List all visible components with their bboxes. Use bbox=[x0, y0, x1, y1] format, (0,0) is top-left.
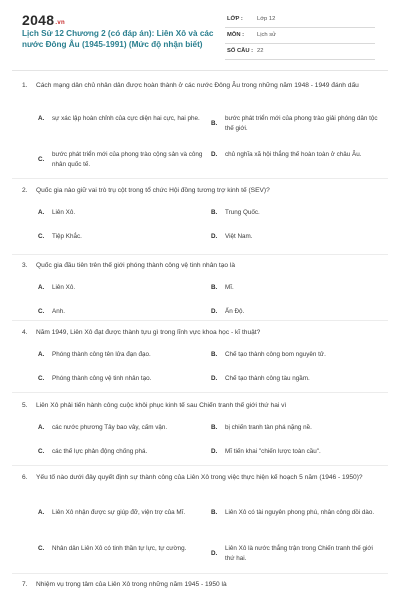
option-text: Mĩ. bbox=[225, 284, 234, 291]
option-text: Mĩ tiến khai "chiến lược toàn cầu". bbox=[225, 448, 321, 455]
option-a[interactable] bbox=[38, 114, 206, 124]
question-divider bbox=[12, 178, 388, 179]
question-1 bbox=[22, 81, 382, 91]
option-a[interactable] bbox=[38, 350, 206, 360]
option-d[interactable] bbox=[211, 544, 381, 563]
option-letter: D. bbox=[211, 549, 218, 557]
option-a[interactable] bbox=[38, 283, 206, 293]
meta-key: SỐ CÂU : bbox=[227, 48, 254, 54]
question-number: 4. bbox=[22, 329, 28, 336]
option-text: Chế tạo thành công tàu ngầm. bbox=[225, 375, 310, 382]
option-b[interactable] bbox=[211, 423, 381, 433]
option-text: Phóng thành công vệ tinh nhân tạo. bbox=[52, 375, 152, 382]
question-divider bbox=[12, 254, 388, 255]
question-divider bbox=[12, 465, 388, 466]
question-number: 7. bbox=[22, 581, 28, 588]
question-number: 2. bbox=[22, 187, 28, 194]
meta-value: Lịch sử bbox=[257, 32, 277, 38]
option-d[interactable] bbox=[211, 307, 381, 317]
option-text: Nhân dân Liên Xô có tinh thần tự lực, tự cường. bbox=[52, 545, 187, 552]
option-c[interactable] bbox=[38, 307, 206, 317]
option-d[interactable] bbox=[211, 150, 381, 160]
meta-key: LỚP : bbox=[227, 16, 243, 22]
option-text: sự xác lập hoàn chỉnh của cực diện hai cực, hai phe. bbox=[52, 115, 200, 122]
option-letter: D. bbox=[211, 448, 218, 455]
question-number: 1. bbox=[22, 82, 28, 89]
question-3 bbox=[22, 261, 382, 271]
option-letter: B. bbox=[211, 119, 218, 127]
logo-text: 2048 bbox=[22, 12, 55, 28]
option-letter: B. bbox=[211, 351, 218, 358]
option-letter: A. bbox=[38, 509, 45, 516]
option-d[interactable] bbox=[211, 447, 381, 457]
option-letter: D. bbox=[211, 233, 218, 240]
option-text: Liên Xô nhận được sự giúp đỡ, viện trợ của Mĩ. bbox=[52, 509, 186, 516]
option-b[interactable] bbox=[211, 350, 381, 360]
question-4 bbox=[22, 328, 382, 338]
option-letter: A. bbox=[38, 115, 45, 122]
option-text: Việt Nam. bbox=[225, 233, 253, 240]
option-letter: C. bbox=[38, 448, 45, 455]
option-a[interactable] bbox=[38, 508, 206, 518]
question-text: Liên Xô phải tiến hành công cuộc khôi phục kinh tế sau Chiến tranh thế giới thứ hai vì bbox=[36, 402, 287, 409]
question-6 bbox=[22, 473, 382, 483]
option-text: Liên Xô là nước thắng trận trong Chiến tranh thế giới thứ hai. bbox=[225, 545, 373, 562]
question-text: Quốc gia đầu tiên trên thế giới phóng thành công vệ tinh nhân tạo là bbox=[36, 262, 235, 269]
option-text: Tiệp Khắc. bbox=[52, 233, 82, 240]
question-number: 6. bbox=[22, 474, 28, 481]
option-letter: C. bbox=[38, 375, 45, 382]
option-letter: D. bbox=[211, 308, 218, 315]
option-letter: A. bbox=[38, 424, 45, 431]
option-letter: C. bbox=[38, 233, 45, 240]
question-divider bbox=[12, 573, 388, 574]
option-text: chủ nghĩa xã hội thắng thế hoàn toàn ở châu Âu. bbox=[225, 151, 362, 158]
option-text: Anh. bbox=[52, 308, 65, 315]
option-letter: B. bbox=[211, 424, 218, 431]
option-a[interactable] bbox=[38, 423, 206, 433]
question-2 bbox=[22, 186, 382, 196]
option-b[interactable] bbox=[211, 283, 381, 293]
question-divider bbox=[12, 392, 388, 393]
document-title: Lịch Sử 12 Chương 2 (có đáp án): Liên Xô và các nước Đông Âu (1945-1991) (Mức độ nhận biết) bbox=[22, 29, 214, 49]
option-letter: A. bbox=[38, 351, 45, 358]
option-letter: C. bbox=[38, 545, 45, 552]
option-text: Ấn Độ. bbox=[225, 308, 245, 315]
option-c[interactable] bbox=[38, 544, 206, 554]
option-d[interactable] bbox=[211, 374, 381, 384]
option-text: Phóng thành công tên lửa đạn đạo. bbox=[52, 351, 151, 358]
option-text: các thế lực phản động chống phá. bbox=[52, 448, 148, 455]
question-text: Nhiệm vụ trọng tâm của Liên Xô trong những năm 1945 - 1950 là bbox=[36, 581, 227, 588]
option-c[interactable] bbox=[38, 232, 206, 242]
option-letter: B. bbox=[211, 209, 218, 216]
meta-value: Lớp 12 bbox=[257, 16, 276, 22]
option-text: bị chiến tranh tàn phá nặng nề. bbox=[225, 424, 312, 431]
option-letter: D. bbox=[211, 375, 218, 382]
option-c[interactable] bbox=[38, 150, 206, 169]
option-letter: C. bbox=[38, 155, 45, 163]
meta-value: 22 bbox=[257, 48, 264, 54]
option-text: bước phát triển mới của phong trào cộng sản và công nhân quốc tế. bbox=[52, 151, 203, 168]
option-letter: B. bbox=[211, 284, 218, 291]
option-letter: D. bbox=[211, 151, 218, 158]
meta-key: MÔN : bbox=[227, 32, 245, 38]
logo-tld: .vn bbox=[55, 20, 65, 26]
option-letter: B. bbox=[211, 509, 218, 516]
option-b[interactable] bbox=[211, 114, 381, 133]
question-7 bbox=[22, 580, 382, 590]
question-text: Yếu tố nào dưới đây quyết định sự thành công của Liên Xô trong việc thực hiện kế hoạch 5 năm (1946 - 1950)? bbox=[36, 474, 363, 481]
option-d[interactable] bbox=[211, 232, 381, 242]
question-number: 3. bbox=[22, 262, 28, 269]
option-text: Liên Xô. bbox=[52, 284, 76, 291]
option-text: các nước phương Tây bao vây, cấm vận. bbox=[52, 424, 168, 431]
option-text: Trung Quốc. bbox=[225, 209, 260, 216]
option-b[interactable] bbox=[211, 508, 381, 518]
question-text: Năm 1949, Liên Xô đạt được thành tựu gì trong lĩnh vực khoa học - kĩ thuật? bbox=[36, 329, 261, 336]
option-letter: A. bbox=[38, 284, 45, 291]
question-text: Quốc gia nào giữ vai trò trụ cột trong tổ chức Hội đồng tương trợ kinh tế (SEV)? bbox=[36, 187, 270, 194]
option-b[interactable] bbox=[211, 208, 381, 218]
question-5 bbox=[22, 401, 382, 411]
option-a[interactable] bbox=[38, 208, 206, 218]
question-text: Cách mạng dân chủ nhân dân được hoàn thành ở các nước Đông Âu trong những năm 1948 - 1949 đánh dấu bbox=[36, 82, 359, 89]
option-letter: A. bbox=[38, 209, 45, 216]
option-text: bước phát triển mới của phong trào giải phóng dân tộc thế giới. bbox=[225, 115, 378, 132]
option-text: Liên Xô có tài nguyên phong phú, nhân công dồi dào. bbox=[225, 509, 375, 516]
option-c[interactable] bbox=[38, 447, 206, 457]
option-letter: C. bbox=[38, 308, 45, 315]
option-text: Liên Xô. bbox=[52, 209, 76, 216]
question-number: 5. bbox=[22, 402, 28, 409]
option-c[interactable] bbox=[38, 374, 206, 384]
option-text: Chế tạo thành công bom nguyên tử. bbox=[225, 351, 326, 358]
question-divider bbox=[12, 320, 388, 321]
